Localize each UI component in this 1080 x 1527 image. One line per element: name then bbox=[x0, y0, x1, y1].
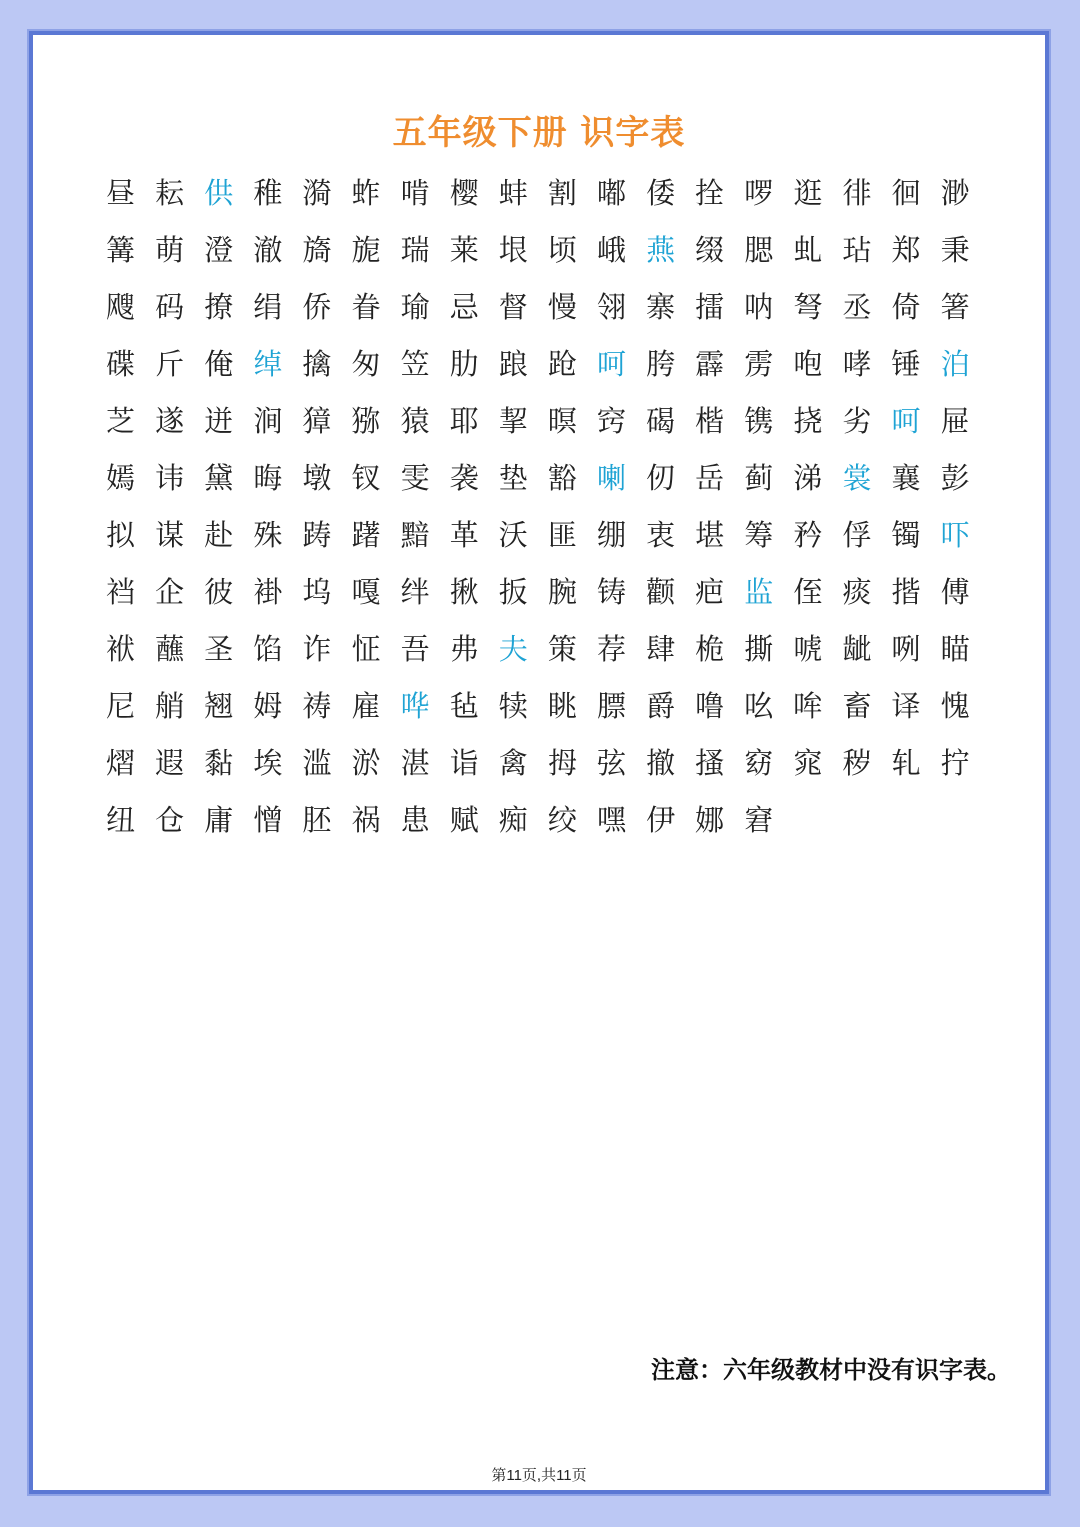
character-cell: 怔 bbox=[351, 632, 381, 666]
character-cell: 澈 bbox=[253, 233, 283, 267]
character-cell: 芝 bbox=[106, 404, 136, 438]
character-row bbox=[96, 507, 996, 564]
character-cell: 虬 bbox=[793, 233, 823, 267]
character-cell: 祸 bbox=[351, 803, 381, 837]
character-cell: 揩 bbox=[891, 575, 921, 609]
character-cell: 倚 bbox=[891, 290, 921, 324]
character-cell: 玷 bbox=[842, 233, 872, 267]
character-cell: 笠 bbox=[400, 347, 430, 381]
character-cell: 桅 bbox=[695, 632, 725, 666]
character-cell: 吓 bbox=[940, 518, 970, 552]
character-cell: 漪 bbox=[302, 176, 332, 210]
character-cell: 龇 bbox=[842, 632, 872, 666]
character-cell: 楷 bbox=[695, 404, 725, 438]
character-cell: 匆 bbox=[351, 347, 381, 381]
character-cell: 仓 bbox=[155, 803, 185, 837]
character-cell: 侨 bbox=[302, 290, 332, 324]
character-cell: 侄 bbox=[793, 575, 823, 609]
character-cell: 郑 bbox=[891, 233, 921, 267]
character-cell: 翘 bbox=[204, 689, 234, 723]
character-cell: 獐 bbox=[302, 404, 332, 438]
character-cell: 慢 bbox=[547, 290, 577, 324]
character-cell: 埃 bbox=[253, 746, 283, 780]
character-cell: 垠 bbox=[498, 233, 528, 267]
character-cell: 圣 bbox=[204, 632, 234, 666]
character-cell: 颧 bbox=[646, 575, 676, 609]
character-cell: 猕 bbox=[351, 404, 381, 438]
character-cell: 旖 bbox=[302, 233, 332, 267]
character-cell: 霹 bbox=[695, 347, 725, 381]
character-cell: 缀 bbox=[695, 233, 725, 267]
character-cell: 裳 bbox=[842, 461, 872, 495]
character-cell: 弦 bbox=[596, 746, 626, 780]
character-cell: 耘 bbox=[155, 176, 185, 210]
character-cell: 吾 bbox=[400, 632, 430, 666]
character-cell: 殊 bbox=[253, 518, 283, 552]
character-cell: 娜 bbox=[695, 803, 725, 837]
character-row bbox=[96, 564, 996, 621]
character-cell: 患 bbox=[400, 803, 430, 837]
character-cell: 俘 bbox=[842, 518, 872, 552]
character-cell: 裆 bbox=[106, 575, 136, 609]
character-cell: 撕 bbox=[744, 632, 774, 666]
character-cell: 坞 bbox=[302, 575, 332, 609]
character-cell: 腮 bbox=[744, 233, 774, 267]
character-cell: 豁 bbox=[547, 461, 577, 495]
character-cell: 雯 bbox=[400, 461, 430, 495]
character-cell: 峨 bbox=[596, 233, 626, 267]
character-cell: 哗 bbox=[400, 689, 430, 723]
character-cell: 垫 bbox=[498, 461, 528, 495]
character-cell: 遂 bbox=[155, 404, 185, 438]
character-cell: 姆 bbox=[253, 689, 283, 723]
character-cell: 袱 bbox=[106, 632, 136, 666]
character-cell: 稚 bbox=[253, 176, 283, 210]
character-cell: 黯 bbox=[400, 518, 430, 552]
character-table bbox=[96, 165, 996, 849]
character-cell: 袭 bbox=[449, 461, 479, 495]
character-cell: 钗 bbox=[351, 461, 381, 495]
character-cell: 丞 bbox=[842, 290, 872, 324]
character-cell: 秽 bbox=[842, 746, 872, 780]
character-cell: 耶 bbox=[449, 404, 479, 438]
character-cell: 供 bbox=[204, 176, 234, 210]
character-cell: 诣 bbox=[449, 746, 479, 780]
character-cell: 轧 bbox=[891, 746, 921, 780]
character-cell: 涧 bbox=[253, 404, 283, 438]
character-cell: 暝 bbox=[547, 404, 577, 438]
character-cell: 渺 bbox=[940, 176, 970, 210]
character-cell: 蓟 bbox=[744, 461, 774, 495]
character-cell: 庸 bbox=[204, 803, 234, 837]
character-cell: 镌 bbox=[744, 404, 774, 438]
character-cell: 监 bbox=[744, 575, 774, 609]
character-cell: 弗 bbox=[449, 632, 479, 666]
character-cell: 顷 bbox=[547, 233, 577, 267]
character-cell: 嫣 bbox=[106, 461, 136, 495]
character-row bbox=[96, 678, 996, 735]
character-cell: 仞 bbox=[646, 461, 676, 495]
character-cell: 企 bbox=[155, 575, 185, 609]
character-cell: 挠 bbox=[793, 404, 823, 438]
character-cell: 嘎 bbox=[351, 575, 381, 609]
character-cell: 劣 bbox=[842, 404, 872, 438]
character-cell: 撤 bbox=[646, 746, 676, 780]
footnote: 注意：六年级教材中没有识字表。 bbox=[651, 1356, 1011, 1384]
character-cell: 筹 bbox=[744, 518, 774, 552]
character-cell: 割 bbox=[547, 176, 577, 210]
character-cell: 褂 bbox=[253, 575, 283, 609]
character-cell: 匪 bbox=[547, 518, 577, 552]
character-cell: 眺 bbox=[547, 689, 577, 723]
character-cell: 膘 bbox=[596, 689, 626, 723]
character-cell: 俺 bbox=[204, 347, 234, 381]
character-cell: 沃 bbox=[498, 518, 528, 552]
character-cell: 揪 bbox=[449, 575, 479, 609]
character-cell: 窕 bbox=[793, 746, 823, 780]
character-cell: 湛 bbox=[400, 746, 430, 780]
character-cell: 纽 bbox=[106, 803, 136, 837]
character-cell: 呵 bbox=[596, 347, 626, 381]
character-cell: 锤 bbox=[891, 347, 921, 381]
character-cell: 旎 bbox=[351, 233, 381, 267]
character-cell: 碣 bbox=[646, 404, 676, 438]
character-cell: 撩 bbox=[204, 290, 234, 324]
character-cell: 彭 bbox=[940, 461, 970, 495]
character-cell: 矜 bbox=[793, 518, 823, 552]
character-cell: 樱 bbox=[449, 176, 479, 210]
character-cell: 码 bbox=[155, 290, 185, 324]
character-cell: 毡 bbox=[449, 689, 479, 723]
character-cell: 痰 bbox=[842, 575, 872, 609]
character-cell: 艄 bbox=[155, 689, 185, 723]
character-cell: 痴 bbox=[498, 803, 528, 837]
character-cell: 拴 bbox=[695, 176, 725, 210]
character-row bbox=[96, 336, 996, 393]
character-cell: 扳 bbox=[498, 575, 528, 609]
character-cell: 墩 bbox=[302, 461, 332, 495]
character-cell: 伊 bbox=[646, 803, 676, 837]
character-row bbox=[96, 792, 996, 849]
character-cell: 拟 bbox=[106, 518, 136, 552]
character-cell: 熠 bbox=[106, 746, 136, 780]
character-cell: 雇 bbox=[351, 689, 381, 723]
character-cell: 窈 bbox=[744, 746, 774, 780]
character-cell: 畜 bbox=[842, 689, 872, 723]
character-cell: 踉 bbox=[498, 347, 528, 381]
character-cell: 犊 bbox=[498, 689, 528, 723]
character-cell: 策 bbox=[547, 632, 577, 666]
character-cell: 咧 bbox=[891, 632, 921, 666]
character-cell: 瑞 bbox=[400, 233, 430, 267]
character-cell: 傅 bbox=[940, 575, 970, 609]
character-cell: 诈 bbox=[302, 632, 332, 666]
character-cell: 迸 bbox=[204, 404, 234, 438]
character-cell: 愧 bbox=[940, 689, 970, 723]
character-cell: 擒 bbox=[302, 347, 332, 381]
character-cell: 铸 bbox=[596, 575, 626, 609]
character-cell: 噜 bbox=[695, 689, 725, 723]
character-cell: 嘿 bbox=[596, 803, 626, 837]
character-cell: 尼 bbox=[106, 689, 136, 723]
character-cell: 涕 bbox=[793, 461, 823, 495]
character-cell: 爵 bbox=[646, 689, 676, 723]
character-cell: 蘸 bbox=[155, 632, 185, 666]
character-cell: 篝 bbox=[106, 233, 136, 267]
character-cell: 禽 bbox=[498, 746, 528, 780]
page-number: 第11页,共11页 bbox=[491, 1467, 587, 1484]
character-cell: 镯 bbox=[891, 518, 921, 552]
character-cell: 窍 bbox=[596, 404, 626, 438]
character-cell: 晦 bbox=[253, 461, 283, 495]
character-cell: 拧 bbox=[940, 746, 970, 780]
character-cell: 窘 bbox=[744, 803, 774, 837]
character-cell: 绞 bbox=[547, 803, 577, 837]
character-cell: 彼 bbox=[204, 575, 234, 609]
character-cell: 遐 bbox=[155, 746, 185, 780]
character-cell: 啰 bbox=[744, 176, 774, 210]
character-cell: 腕 bbox=[547, 575, 577, 609]
character-cell: 逛 bbox=[793, 176, 823, 210]
character-cell: 翎 bbox=[596, 290, 626, 324]
character-cell: 黏 bbox=[204, 746, 234, 780]
character-cell: 躇 bbox=[351, 518, 381, 552]
character-cell: 萌 bbox=[155, 233, 185, 267]
character-cell: 夫 bbox=[498, 632, 528, 666]
character-cell: 倭 bbox=[646, 176, 676, 210]
character-row bbox=[96, 735, 996, 792]
character-cell: 滥 bbox=[302, 746, 332, 780]
character-cell: 忌 bbox=[449, 290, 479, 324]
page-title: 五年级下册 识字表 bbox=[392, 113, 686, 153]
character-cell: 泊 bbox=[940, 347, 970, 381]
character-cell: 哞 bbox=[793, 689, 823, 723]
character-cell: 赴 bbox=[204, 518, 234, 552]
character-cell: 赋 bbox=[449, 803, 479, 837]
character-cell: 雳 bbox=[744, 347, 774, 381]
character-cell: 蚱 bbox=[351, 176, 381, 210]
character-cell: 堪 bbox=[695, 518, 725, 552]
character-cell: 疤 bbox=[695, 575, 725, 609]
character-cell: 擂 bbox=[695, 290, 725, 324]
character-cell: 燕 bbox=[646, 233, 676, 267]
character-cell: 呵 bbox=[891, 404, 921, 438]
character-row bbox=[96, 279, 996, 336]
character-cell: 瞄 bbox=[940, 632, 970, 666]
character-cell: 踌 bbox=[302, 518, 332, 552]
character-cell: 莱 bbox=[449, 233, 479, 267]
character-cell: 咆 bbox=[793, 347, 823, 381]
character-cell: 绰 bbox=[253, 347, 283, 381]
character-cell: 屉 bbox=[940, 404, 970, 438]
character-cell: 译 bbox=[891, 689, 921, 723]
character-row bbox=[96, 393, 996, 450]
character-cell: 肆 bbox=[646, 632, 676, 666]
character-cell: 胚 bbox=[302, 803, 332, 837]
character-cell: 嘟 bbox=[596, 176, 626, 210]
character-cell: 馅 bbox=[253, 632, 283, 666]
character-cell: 昼 bbox=[106, 176, 136, 210]
character-cell: 弩 bbox=[793, 290, 823, 324]
character-cell: 眷 bbox=[351, 290, 381, 324]
character-cell: 绊 bbox=[400, 575, 430, 609]
character-cell: 哮 bbox=[842, 347, 872, 381]
character-cell: 憎 bbox=[253, 803, 283, 837]
character-cell: 寨 bbox=[646, 290, 676, 324]
character-cell: 肋 bbox=[449, 347, 479, 381]
document-page bbox=[29, 31, 1049, 1494]
character-row bbox=[96, 165, 996, 222]
character-cell: 襄 bbox=[891, 461, 921, 495]
character-cell: 飕 bbox=[106, 290, 136, 324]
character-cell: 拇 bbox=[547, 746, 577, 780]
character-row bbox=[96, 450, 996, 507]
character-cell: 瑜 bbox=[400, 290, 430, 324]
character-cell: 箸 bbox=[940, 290, 970, 324]
character-cell: 挈 bbox=[498, 404, 528, 438]
character-cell: 讳 bbox=[155, 461, 185, 495]
character-cell: 谋 bbox=[155, 518, 185, 552]
character-cell: 荐 bbox=[596, 632, 626, 666]
character-cell: 啃 bbox=[400, 176, 430, 210]
character-cell: 胯 bbox=[646, 347, 676, 381]
character-cell: 秉 bbox=[940, 233, 970, 267]
character-cell: 督 bbox=[498, 290, 528, 324]
character-cell: 猿 bbox=[400, 404, 430, 438]
character-row bbox=[96, 222, 996, 279]
character-cell: 呐 bbox=[744, 290, 774, 324]
character-cell: 唬 bbox=[793, 632, 823, 666]
character-cell: 衷 bbox=[646, 518, 676, 552]
character-cell: 搔 bbox=[695, 746, 725, 780]
character-row bbox=[96, 621, 996, 678]
character-cell: 徊 bbox=[891, 176, 921, 210]
character-cell: 祷 bbox=[302, 689, 332, 723]
character-cell: 绢 bbox=[253, 290, 283, 324]
character-cell: 澄 bbox=[204, 233, 234, 267]
character-cell: 蚌 bbox=[498, 176, 528, 210]
character-cell: 徘 bbox=[842, 176, 872, 210]
character-cell: 喇 bbox=[596, 461, 626, 495]
character-cell: 斤 bbox=[155, 347, 185, 381]
character-cell: 淤 bbox=[351, 746, 381, 780]
character-cell: 岳 bbox=[695, 461, 725, 495]
character-cell: 吆 bbox=[744, 689, 774, 723]
character-cell: 革 bbox=[449, 518, 479, 552]
character-cell: 碟 bbox=[106, 347, 136, 381]
character-cell: 黛 bbox=[204, 461, 234, 495]
character-cell: 绷 bbox=[596, 518, 626, 552]
character-cell: 跄 bbox=[547, 347, 577, 381]
